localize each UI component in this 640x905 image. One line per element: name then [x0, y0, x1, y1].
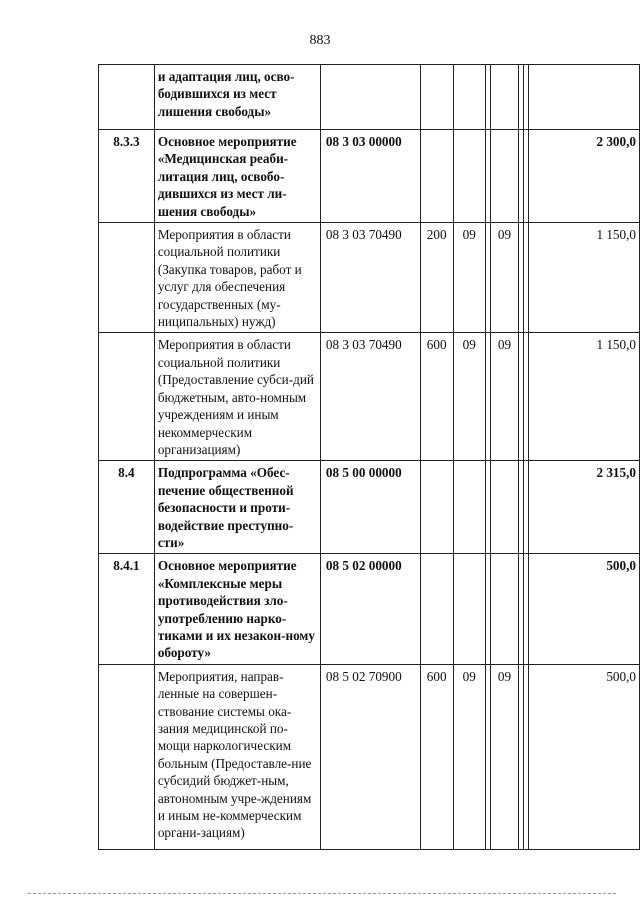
- row-vr: 200: [420, 223, 453, 333]
- row-code: 08 3 03 70490: [320, 333, 420, 461]
- row-code: 08 5 02 00000: [320, 554, 420, 664]
- row-vr: [420, 461, 453, 554]
- row-code: 08 5 02 70900: [320, 664, 420, 849]
- row-number: 8.4.1: [99, 554, 155, 664]
- row-rz: 09: [453, 333, 485, 461]
- row-sum: 1 150,0: [528, 223, 639, 333]
- row-pr: 09: [490, 333, 519, 461]
- table-row: [99, 130, 640, 223]
- row-number: [99, 664, 155, 849]
- row-code: 08 3 03 00000: [320, 130, 420, 223]
- table-body: [99, 65, 640, 850]
- row-rz: 09: [453, 223, 485, 333]
- row-vr: 600: [420, 333, 453, 461]
- table-row: [99, 223, 640, 333]
- row-sum: 2 315,0: [528, 461, 639, 554]
- row-sum: 1 150,0: [528, 333, 639, 461]
- table-row: [99, 554, 640, 664]
- row-vr: [420, 554, 453, 664]
- row-number: [99, 223, 155, 333]
- page-bottom-rule: [28, 893, 616, 894]
- row-name: Основное мероприятие «Медицинская реаби-литация лиц, освобо-дившихся из мест ли-шения свободы»: [154, 130, 320, 223]
- row-name: Основное мероприятие «Комплексные меры противодействия зло-употреблению нарко-тиками и их незакон-ному обороту»: [154, 554, 320, 664]
- row-rz: 09: [453, 664, 485, 849]
- row-vr: [420, 65, 453, 130]
- row-sum: [528, 65, 639, 130]
- row-name: Мероприятия в области социальной политики (Закупка товаров, работ и услуг для обеспечения государственных (му-ниципальных) нужд): [154, 223, 320, 333]
- row-pr: [490, 130, 519, 223]
- row-rz: [453, 461, 485, 554]
- row-pr: [490, 461, 519, 554]
- table-row: [99, 461, 640, 554]
- row-number: [99, 65, 155, 130]
- row-sum: 500,0: [528, 554, 639, 664]
- row-pr: [490, 65, 519, 130]
- row-number: [99, 333, 155, 461]
- row-code: 08 3 03 70490: [320, 223, 420, 333]
- row-number: 8.3.3: [99, 130, 155, 223]
- row-code: 08 5 00 00000: [320, 461, 420, 554]
- row-sum: 500,0: [528, 664, 639, 849]
- page-number: 883: [309, 33, 331, 48]
- row-number: 8.4: [99, 461, 155, 554]
- row-rz: [453, 130, 485, 223]
- row-rz: [453, 554, 485, 664]
- row-sum: 2 300,0: [528, 130, 639, 223]
- table-row: [99, 333, 640, 461]
- row-pr: 09: [490, 664, 519, 849]
- row-code: [320, 65, 420, 130]
- row-name: Подпрограмма «Обес-печение общественной безопасности и проти-водействие преступно-сти»: [154, 461, 320, 554]
- row-pr: 09: [490, 223, 519, 333]
- table-row: [99, 664, 640, 849]
- budget-table: [98, 64, 640, 850]
- row-name: Мероприятия в области социальной политики (Предоставление субси-дий бюджетным, авто-номным учреждениям и иным некоммерческим организациям): [154, 333, 320, 461]
- row-rz: [453, 65, 485, 130]
- row-vr: 600: [420, 664, 453, 849]
- row-name: Мероприятия, направ-ленные на совершен-ствование системы ока-зания медицинской по-мощи наркологическим больным (Предоставле-ние субсидий бюджет-ным, автономным учре-ждениям и иным не-коммерческим органи-зациям): [154, 664, 320, 849]
- row-vr: [420, 130, 453, 223]
- row-name: и адаптация лиц, осво-бодившихся из мест лишения свободы»: [154, 65, 320, 130]
- row-pr: [490, 554, 519, 664]
- table-row: [99, 65, 640, 130]
